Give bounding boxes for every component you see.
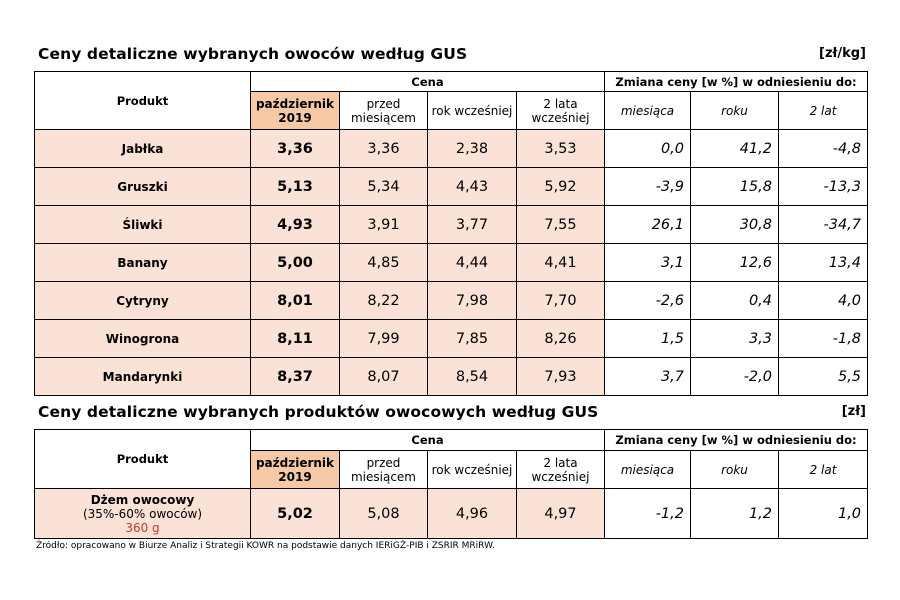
table1-header-current-period: październik 2019 [251,92,340,130]
price-prev-month: 8,07 [340,358,428,396]
product-name: Winogrona [35,320,251,358]
change-month: 3,7 [605,358,691,396]
table-row [35,358,868,396]
table1-header-zmiana: Zmiana ceny [w %] w odniesieniu do: [605,72,868,92]
price-two-years: 3,53 [517,130,605,168]
change-month: 3,1 [605,244,691,282]
price-prev-month: 5,08 [340,489,428,539]
table2-header-change-year: roku [691,451,779,489]
table1-title-row [36,45,866,67]
price-current: 8,01 [251,282,340,320]
price-current: 8,11 [251,320,340,358]
table1-header-two-years: 2 lata wcześniej [517,92,605,130]
product-weight: 360 g [125,520,160,535]
table2-header-prev-month: przed miesiącem [340,451,428,489]
price-prev-year: 4,43 [428,168,517,206]
product-name-cell [35,489,251,539]
fruit-products-price-table [34,429,868,539]
change-two-years: -34,7 [779,206,868,244]
table-row [35,244,868,282]
table1-header-prev-month: przed miesiącem [340,92,428,130]
price-prev-year: 7,85 [428,320,517,358]
change-year: 30,8 [691,206,779,244]
price-two-years: 4,41 [517,244,605,282]
product-name: Gruszki [35,168,251,206]
table-row [35,130,868,168]
table1-header-change-month: miesiąca [605,92,691,130]
change-two-years: 4,0 [779,282,868,320]
table-row [35,168,868,206]
price-two-years: 7,93 [517,358,605,396]
table1-unit: [zł/kg] [819,46,866,61]
table1-header-produkt: Produkt [35,72,251,130]
product-name: Banany [35,244,251,282]
table1-header-row-1 [35,72,868,92]
price-current: 5,13 [251,168,340,206]
price-prev-month: 5,34 [340,168,428,206]
price-prev-month: 3,91 [340,206,428,244]
change-year: 3,3 [691,320,779,358]
fruit-price-table [34,71,868,396]
change-month: 0,0 [605,130,691,168]
table1-header-change-year: roku [691,92,779,130]
change-month: 26,1 [605,206,691,244]
change-month: -2,6 [605,282,691,320]
table2-title: Ceny detaliczne wybranych produktów owocowych według GUS [38,403,599,421]
price-two-years: 7,55 [517,206,605,244]
price-current: 5,02 [251,489,340,539]
price-current: 5,00 [251,244,340,282]
table2-header-cena: Cena [251,430,605,451]
change-two-years: 5,5 [779,358,868,396]
table1-header-prev-year: rok wcześniej [428,92,517,130]
table2-header-produkt: Produkt [35,430,251,489]
price-current: 4,93 [251,206,340,244]
table1-title: Ceny detaliczne wybranych owoców według GUS [38,45,468,63]
product-name: Jabłka [35,130,251,168]
change-month: 1,5 [605,320,691,358]
table2-title-row [36,403,866,425]
change-year: 0,4 [691,282,779,320]
product-description: (35%-60% owoców) [82,506,203,521]
price-two-years: 8,26 [517,320,605,358]
price-prev-year: 2,38 [428,130,517,168]
product-name: Mandarynki [35,358,251,396]
table2-header-two-years: 2 lata wcześniej [517,451,605,489]
table1-header-change-two-years: 2 lat [779,92,868,130]
price-two-years: 7,70 [517,282,605,320]
change-year: 41,2 [691,130,779,168]
change-two-years: -13,3 [779,168,868,206]
table2-header-prev-year: rok wcześniej [428,451,517,489]
price-prev-month: 7,99 [340,320,428,358]
change-two-years: -1,8 [779,320,868,358]
table2-header-change-month: miesiąca [605,451,691,489]
table2-unit: [zł] [841,404,866,419]
price-prev-month: 8,22 [340,282,428,320]
price-prev-year: 4,44 [428,244,517,282]
price-two-years: 5,92 [517,168,605,206]
table-row [35,282,868,320]
change-two-years: 1,0 [779,489,868,539]
source-note: Źródło: opracowano w Biurze Analiz i Strategii KOWR na podstawie danych IERiGŻ-PIB i ZSRIR MRiRW. [36,541,495,551]
table-row [35,320,868,358]
price-prev-month: 4,85 [340,244,428,282]
price-two-years: 4,97 [517,489,605,539]
change-year: 1,2 [691,489,779,539]
change-year: -2,0 [691,358,779,396]
table-row [35,206,868,244]
price-prev-year: 3,77 [428,206,517,244]
price-prev-year: 4,96 [428,489,517,539]
table2-header-current-period: październik 2019 [251,451,340,489]
change-two-years: -4,8 [779,130,868,168]
table2-header-row-1 [35,430,868,451]
table2-header-zmiana: Zmiana ceny [w %] w odniesieniu do: [605,430,868,451]
product-name: Dżem owocowy [90,492,195,507]
price-prev-year: 8,54 [428,358,517,396]
table1-header-cena: Cena [251,72,605,92]
product-name: Cytryny [35,282,251,320]
change-month: -1,2 [605,489,691,539]
change-two-years: 13,4 [779,244,868,282]
price-prev-year: 7,98 [428,282,517,320]
change-year: 15,8 [691,168,779,206]
product-name: Śliwki [35,206,251,244]
price-current: 3,36 [251,130,340,168]
change-month: -3,9 [605,168,691,206]
price-prev-month: 3,36 [340,130,428,168]
change-year: 12,6 [691,244,779,282]
price-current: 8,37 [251,358,340,396]
table-row [35,489,868,539]
table2-header-change-two-years: 2 lat [779,451,868,489]
